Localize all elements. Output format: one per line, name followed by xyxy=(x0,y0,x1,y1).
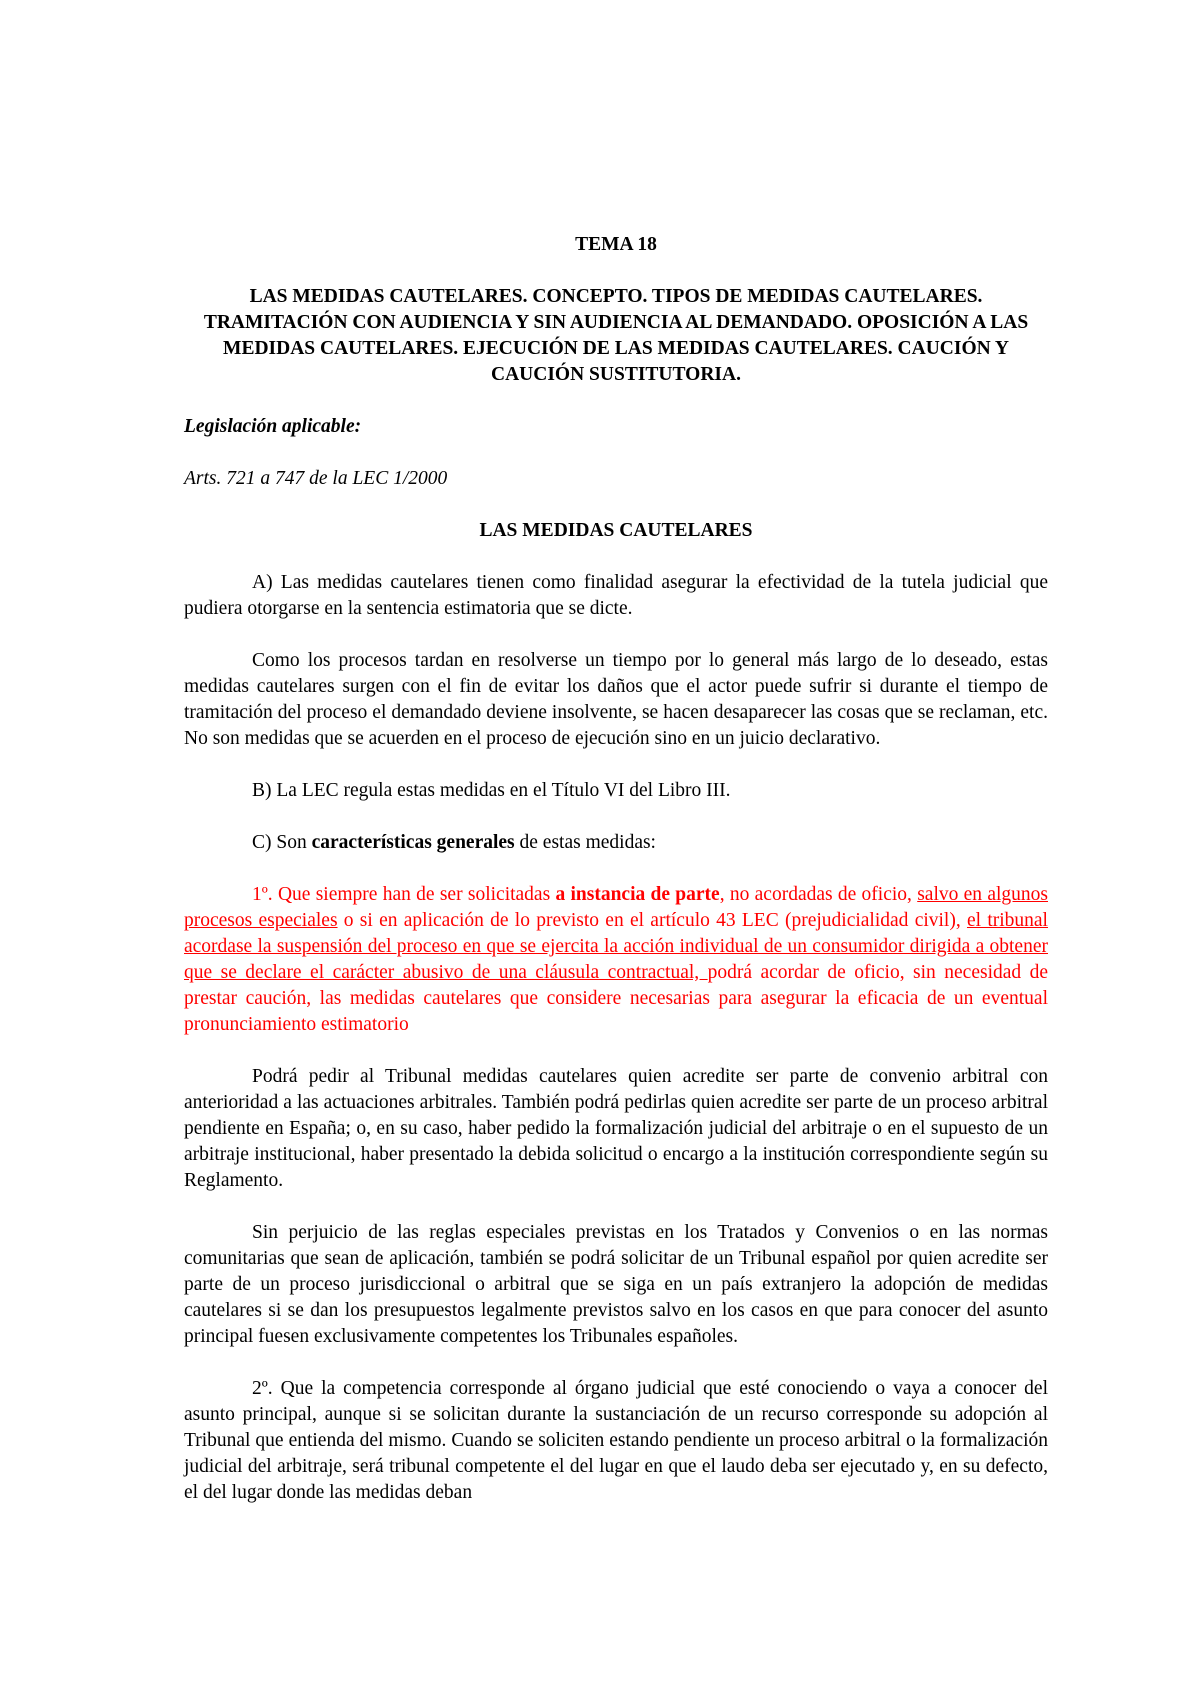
paragraph-a: A) Las medidas cautelares tienen como finalidad asegurar la efectividad de la tutela judicial que pudiera otorgarse en la sentencia estimatoria que se dicte. xyxy=(184,572,1048,619)
section-heading: LAS MEDIDAS CAUTELARES xyxy=(479,520,753,541)
paragraph-1-text-3: o si en aplicación de lo previsto en el artículo 43 LEC (prejudicialidad civil), xyxy=(337,910,967,931)
paragraph-1-text-1: 1º. Que siempre han de ser solicitadas xyxy=(252,884,556,905)
paragraph-c-prefix: C) Son xyxy=(252,832,312,853)
paragraph-como: Como los procesos tardan en resolverse un tiempo por lo general más largo de lo deseado, estas medidas cautelares surgen con el fin de evitar los daños que el actor puede sufrir si durante el tiempo de tramitación del proceso el demandado deviene insolvente, se hacen desaparecer las cosas que se reclaman, etc. No son medidas que se acuerden en el proceso de ejecución sino en un juicio declarativo. xyxy=(184,650,1048,749)
document-subtitle: LAS MEDIDAS CAUTELARES. CONCEPTO. TIPOS DE MEDIDAS CAUTELARES. TRAMITACIÓN CON AUDIENCIA Y SIN AUDIENCIA AL DEMANDADO. OPOSICIÓN A LAS MEDIDAS CAUTELARES. EJECUCIÓN DE LAS MEDIDAS CAUTELARES. CAUCIÓN Y CAUCIÓN SUSTITUTORIA. xyxy=(203,286,1029,385)
paragraph-b: B) La LEC regula estas medidas en el Título VI del Libro III. xyxy=(252,780,731,801)
paragraph-podra: Podrá pedir al Tribunal medidas cautelares quien acredite ser parte de convenio arbitral con anterioridad a las actuaciones arbitrales. También podrá pedirlas quien acredite ser parte de un proceso arbitral pendiente en España; o, en su caso, haber pedido la formalización judicial del arbitraje o en el supuesto de un arbitraje institucional, haber presentado la debida solicitud o encargo a la institución correspondiente según su Reglamento. xyxy=(184,1066,1048,1191)
paragraph-c-bold: características generales xyxy=(311,832,515,853)
paragraph-1-underline-2: el tribunal acordase la suspensión del proceso en que se ejercita la acción individual de un consumidor dirigida a obtener que se declare el carácter abusivo de una cláusula contractual, xyxy=(184,910,1048,983)
paragraph-1 xyxy=(184,882,1048,1038)
paragraph-2: 2º. Que la competencia corresponde al órgano judicial que esté conociendo o vaya a conocer del asunto principal, aunque si se solicitan durante la sustanciación de un recurso corresponde su adopción al Tribunal que entienda del mismo. Cuando se soliciten estando pendiente un proceso arbitral o la formalización judicial del arbitraje, será tribunal competente el del lugar en que el laudo deba ser ejecutado y, en su defecto, el del lugar donde las medidas deban xyxy=(184,1378,1048,1503)
paragraph-1-bold: a instancia de parte xyxy=(555,884,720,905)
paragraph-1-text-2: , no acordadas de oficio, xyxy=(719,884,918,905)
document-title: TEMA 18 xyxy=(575,234,657,255)
paragraph-sin-perjuicio: Sin perjuicio de las reglas especiales previstas en los Tratados y Convenios o en las normas comunitarias que sean de aplicación, también se podrá solicitar de un Tribunal español por quien acredite ser parte de un proceso jurisdiccional o arbitral que se siga en un país extranjero la adopción de medidas cautelares si se dan los presupuestos legalmente previstos salvo en los casos en que para conocer del asunto principal fuesen exclusivamente competentes los Tribunales españoles. xyxy=(184,1222,1048,1347)
paragraph-1-text-4: podrá acordar de oficio, sin necesidad de prestar caución, las medidas cautelares que considere necesarias para asegurar la eficacia de un eventual pronunciamiento estimatorio xyxy=(184,962,1048,1035)
paragraph-c xyxy=(184,830,1048,856)
legislation-text: Arts. 721 a 747 de la LEC 1/2000 xyxy=(184,468,448,489)
paragraph-1-underline-1: salvo en algunos procesos especiales xyxy=(184,884,1048,931)
document-page xyxy=(184,232,1048,1532)
legislation-label: Legislación aplicable: xyxy=(184,416,362,437)
paragraph-c-suffix: de estas medidas: xyxy=(514,832,656,853)
